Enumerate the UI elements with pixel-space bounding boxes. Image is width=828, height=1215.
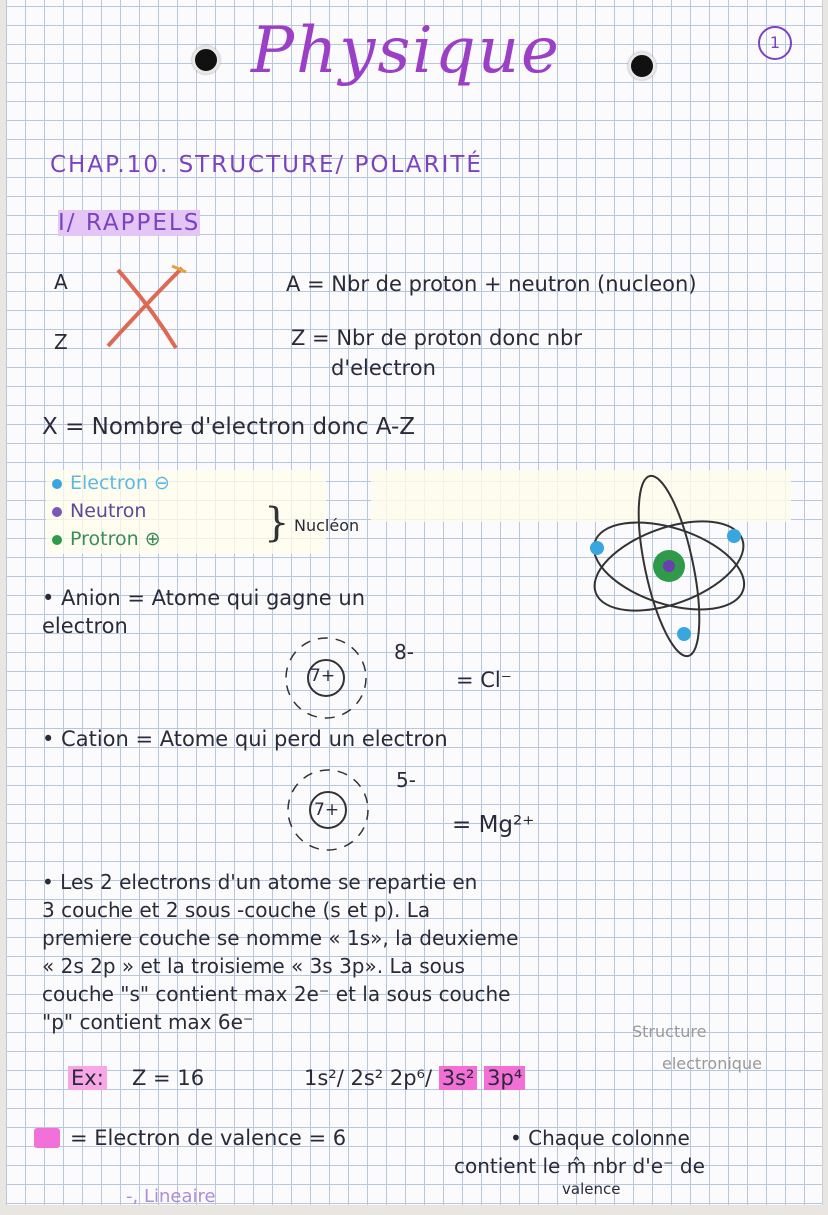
page-number: 1	[758, 26, 792, 60]
a-definition: A = Nbr de proton + neutron (nucleon)	[286, 272, 697, 296]
cutoff-text: -, Lineaire	[126, 1186, 216, 1207]
notation-A: A	[54, 270, 68, 294]
valence-note-line3: valence	[562, 1180, 621, 1198]
legend-electron: Electron ⊖	[52, 472, 170, 494]
atom-model-icon	[584, 466, 754, 662]
valence-note-line2: contient le m̂ nbr d'e⁻ de	[454, 1154, 705, 1178]
annotation-line1: Structure	[632, 1022, 707, 1041]
valence-text: = Electron de valence = 6	[70, 1126, 347, 1150]
x-symbol-icon	[96, 262, 196, 354]
highlight-swatch	[34, 1128, 60, 1148]
proton-dot-icon	[52, 535, 62, 545]
paragraph-line: premiere couche se nomme « 1s», la deuxieme	[42, 926, 519, 950]
binder-hole	[192, 46, 220, 74]
config-3s: 3s²	[439, 1066, 478, 1090]
curly-brace-icon: }	[264, 500, 290, 546]
chapter-heading: CHAP.10. STRUCTURE/ POLARITÉ	[50, 152, 483, 178]
example-z: Z = 16	[132, 1066, 205, 1090]
cation-nucleus-charge: 7+	[314, 800, 340, 820]
anion-nucleus-charge: 7+	[310, 666, 336, 686]
notation-Z: Z	[54, 330, 68, 354]
electron-configuration: 1s²/ 2s² 2p⁶/ 3s² 3p⁴	[304, 1066, 525, 1090]
page-title: Physique	[251, 14, 561, 88]
anion-result: = Cl⁻	[456, 668, 512, 692]
electron-dot-icon	[52, 479, 62, 489]
paragraph-line: 3 couche et 2 sous -couche (s et p). La	[42, 898, 431, 922]
neutron-dot-icon	[52, 507, 62, 517]
cation-line1: • Cation = Atome qui perd un electron	[42, 727, 448, 751]
config-3p: 3p⁴	[484, 1066, 525, 1090]
z-definition-line2: d'electron	[331, 356, 436, 380]
legend-neutron: Neutron	[52, 500, 146, 522]
valence-note-line1: • Chaque colonne	[510, 1126, 690, 1150]
example-label: Ex:	[68, 1066, 107, 1090]
cation-result: = Mg²⁺	[452, 812, 535, 838]
section-heading: I/ RAPPELS	[58, 210, 201, 236]
anion-line1: • Anion = Atome qui gagne un	[42, 586, 366, 610]
anion-line2: electron	[42, 614, 128, 638]
paragraph-line: « 2s 2p » et la troisieme « 3s 3p». La sous	[42, 954, 465, 978]
z-definition-line1: Z = Nbr de proton donc nbr	[291, 326, 583, 350]
legend-proton: Protron ⊕	[52, 528, 161, 550]
annotation-line2: electronique	[662, 1054, 762, 1073]
x-definition: X = Nombre d'electron donc A-Z	[42, 414, 416, 440]
binder-hole	[628, 52, 656, 80]
notebook-page	[6, 0, 823, 1205]
paragraph-line: couche "s" contient max 2e⁻ et la sous couche	[42, 982, 511, 1006]
anion-shell-icon	[276, 630, 396, 720]
paragraph-line: • Les 2 electrons d'un atome se repartie en	[42, 870, 478, 894]
nucleon-label: Nucléon	[294, 516, 360, 535]
cation-electron-charge: 5-	[396, 768, 416, 792]
anion-electron-charge: 8-	[394, 640, 414, 664]
paragraph-line: "p" contient max 6e⁻	[42, 1010, 254, 1034]
